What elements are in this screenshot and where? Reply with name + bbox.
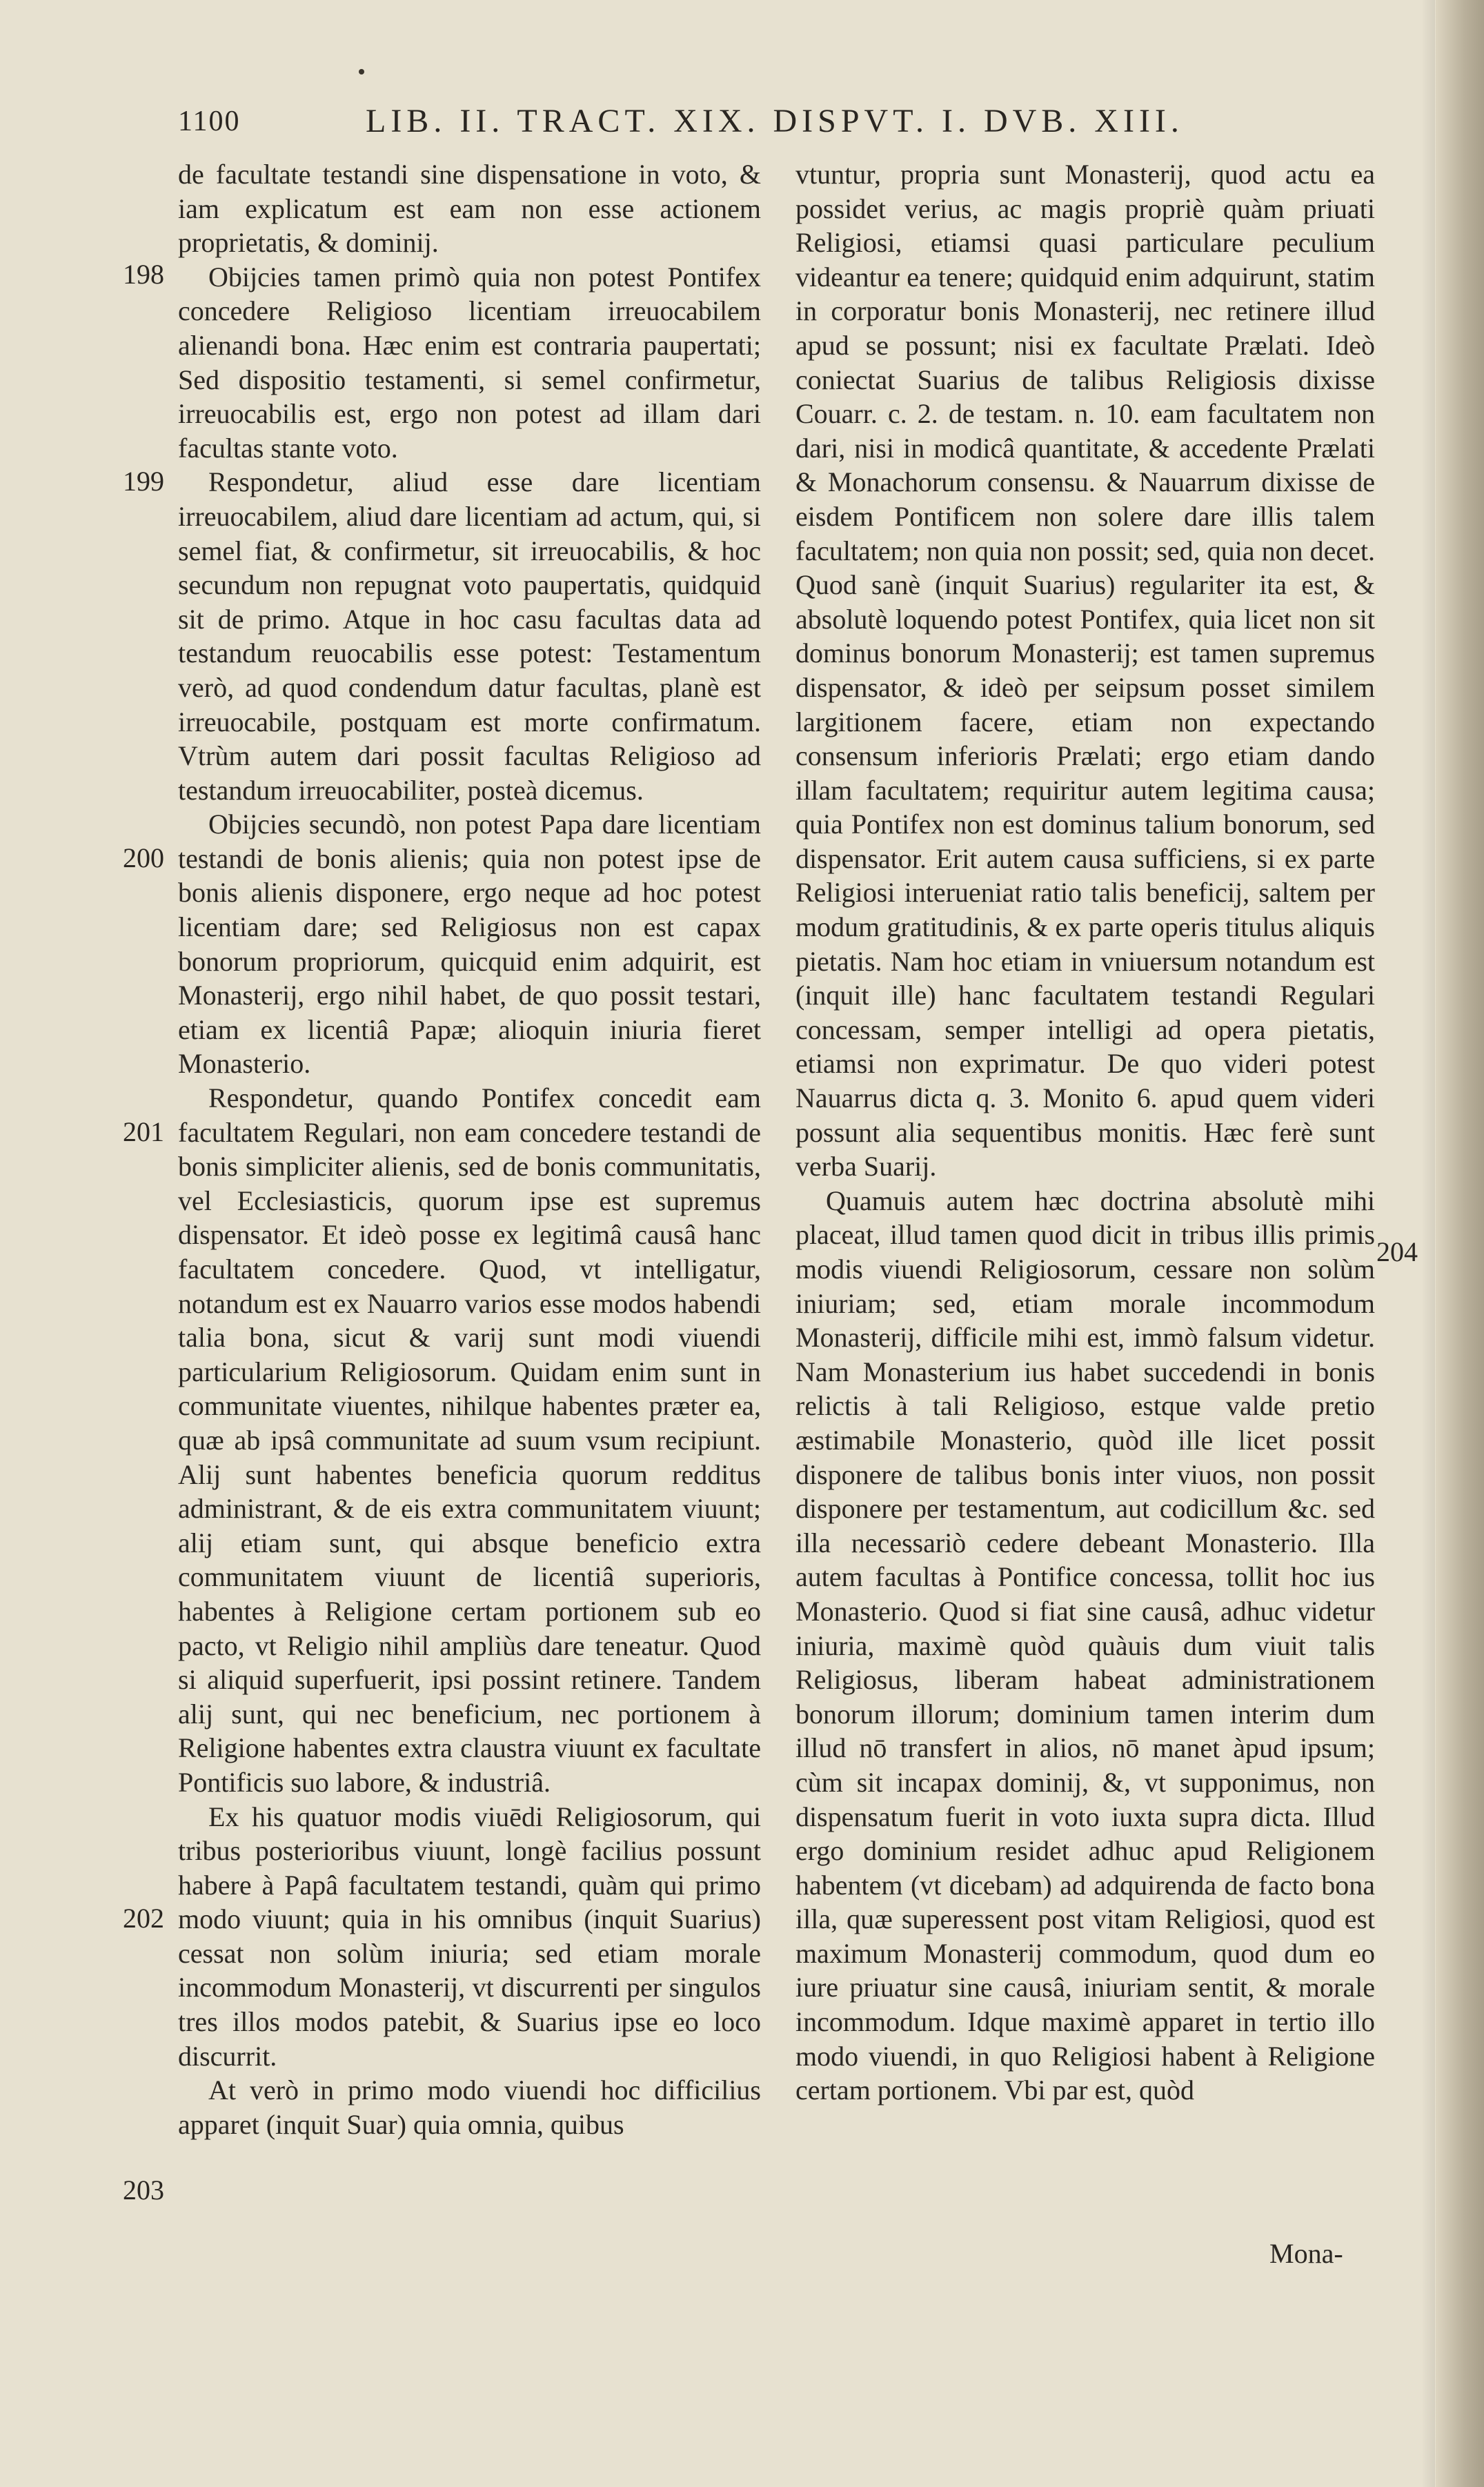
paragraph: Obijcies tamen primò quia non potest Pontifex concedere Religioso licentiam irreuocabilem alienandi bona. Hæc enim est contraria paupertati; Sed dispositio testamenti, si semel confirmetur, irreuocabilis est, ergo non potest ad illam dari facultas stante voto.	[178, 261, 761, 464]
paragraph: Ex his quatuor modis viuēdi Religiosorum, qui tribus posterioribus viuunt, longè facilius possunt habere à Papâ facultatem testandi, quàm qui primo modo viuunt; quia in his omnibus (inquit Suarius) cessat non solùm iniuria; sed etiam morale incommodum Monasterij, vt discurrenti per singulos tres illos modos patebit, & Suarius ipse eo loco discurrit.	[178, 1801, 761, 2072]
margin-number-204: 204	[1376, 1236, 1418, 1267]
paragraph: vtuntur, propria sunt Monasterij, quod actu ea possidet verius, ac magis propriè quàm priuati Religiosi, etiamsi quasi particulare peculium videantur ea tenere; quidquid enim adquirunt, statim in corporatur bonis Monasterij, nec retinere illud apud se possunt; nisi ex facultate Prælati. Ideò coniectat Suarius de talibus Religiosis dixisse Couarr. c. 2. de testam. n. 10. eam facultatem non dari, nisi in modicâ quantitate, & accedente Prælati & Monachorum consensu. & Nauarrum dixisse de eisdem Pontificem non solere dare illis talem facultatem; non quia non possit; sed, quia non decet. Quod sanè (inquit Suarius) regulariter ita est, & absolutè loquendo potest Pontifex, quia licet non sit dominus bonorum Monasterij; est tamen supremus dispensator, & ideò per seipsum posset similem largitionem facere, etiam non expectando consensum inferioris Prælati; ergo etiam dando illam facultatem; requiritur autem legitima causa; quia Pontifex non est dominus talium bonorum, sed dispensator. Erit autem causa sufficiens, si ex parte Religiosi interueniat ratio talis beneficij, saltem per modum gratitudinis, & ex parte operis titulus aliquis pietatis. Nam hoc etiam in vniuersum notandum est (inquit ille) hanc facultatem testandi Regulari concessam, semper intelligi ad opera pietatis, etiamsi non exprimatur. De quo videri potest Nauarrus dicta q. 3. Monito 6. apud quem videri possunt alia sequentibus monitis. Hæc ferè sunt verba Suarij.	[795, 159, 1375, 1182]
margin-number-203: 203	[123, 2174, 164, 2206]
margin-number-198: 198	[123, 259, 164, 290]
right-column	[795, 157, 1375, 2108]
book-gutter	[1436, 0, 1484, 2487]
paragraph: Respondetur, aliud esse dare licentiam irreuocabilem, aliud dare licentiam ad actum, qui, si semel fiat, & confirmetur, sit irreuocabilis, & hoc secundum non repugnat voto paupertatis, quidquid sit de primo. Atque in hoc casu facultas data ad testandum reuocabilis esse potest: Testamentum verò, ad quod condendum datur facultas, planè est irreuocabile, postquam est morte confirmatum. Vtrùm autem dari possit facultas Religioso ad testandum irreuocabiliter, posteà dicemus.	[178, 466, 761, 806]
paragraph: Obijcies secundò, non potest Papa dare licentiam testandi de bonis alienis; quia non potest ipse de bonis alienis disponere, ergo neque ad hoc potest licentiam dare; sed Religiosus non est capax bonorum propriorum, quicquid enim adquirit, est Monasterij, ergo nihil habet, de quo possit testari, etiam ex licentiâ Papæ; alioquin iniuria fieret Monasterio.	[178, 809, 761, 1080]
margin-number-199: 199	[123, 466, 164, 497]
folio-number: 1100	[178, 106, 241, 137]
paragraph: At verò in primo modo viuendi hoc difficilius apparet (inquit Suar) quia omnia, quibus	[178, 2074, 761, 2140]
margin-number-200: 200	[123, 842, 164, 873]
margin-number-202: 202	[123, 1903, 164, 1934]
margin-number-201: 201	[123, 1116, 164, 1147]
page-header	[172, 102, 1387, 143]
page-edge-shadow	[1421, 0, 1435, 2487]
paragraph: Respondetur, quando Pontifex concedit eam facultatem Regulari, non eam concedere testandi de bonis simpliciter alienis, sed de bonis communitatis, vel Ecclesiasticis, quorum ipse est supremus dispensator. Et ideò posse ex legitimâ causâ hanc facultatem concedere. Quod, vt intelligatur, notandum est ex Nauarro varios esse modos habendi talia bona, sicut & varij sunt modi viuendi particularium Religiosorum. Quidam enim sunt in communitate viuentes, nihilque habentes præter ea, quæ ab ipsâ communitate ad suum vsum recipiunt. Alij sunt habentes beneficia quorum redditus administrant, & de eis extra communitatem viuunt; alij etiam sunt, qui absque beneficio extra communitatem viuunt de licentiâ superioris, habentes à Religione certam portionem sub eo pacto, vt Religio nihil ampliùs dare teneatur. Quod si aliquid superfuerit, ipsi possint retinere. Tandem alij sunt, qui nec beneficium, nec portionem à Religione habentes extra claustra viuunt ex facultate Pontificis suo labore, & industriâ.	[178, 1082, 761, 1798]
printer-mark	[359, 69, 364, 75]
left-column	[178, 157, 761, 2141]
running-head: LIB. II. TRACT. XIX. DISPVT. I. DVB. XIII.	[366, 103, 1184, 139]
paragraph: de facultate testandi sine dispensatione in voto, & iam explicatum est eam non esse actionem proprietatis, & dominij.	[178, 159, 761, 259]
paragraph: Quamuis autem hæc doctrina absolutè mihi placeat, illud tamen quod dicit in tribus illis primis modis viuendi Religiosorum, cessare non solùm iniuriam; sed, etiam morale incommodum Monasterij, difficile mihi est, immò falsum videtur. Nam Monasterium ius habet succedendi in bonis relictis à tali Religioso, estque valde pretio æstimabile Monasterio, quòd ille licet possit disponere de talibus bonis inter viuos, non possit disponere per testamentum, aut codicillum &c. sed illa necessariò cedere debeant Monasterio. Illa autem facultas à Pontifice concessa, tollit hoc ius Monasterio. Quod si fiat sine causâ, adhuc videtur iniuria, maximè quòd quàuis dum viuit talis Religiosus, liberam habeat administrationem bonorum illorum; dominium tamen interim dum illud nō transfert in alios, nō manet àpud ipsum; cùm sit incapax dominij, &, vt supponimus, non dispensatum fuerit in voto iuxta supra dicta. Illud ergo dominium residet adhuc apud Religionem habentem (vt dicebam) ad adquirenda de facto bona illa, quæ superessent post vitam Religiosi, quod est maximum Monasterij commodum, quod dum eo iure priuatur sine causâ, iniuriam sentit, & morale incommodum. Idque maximè apparet in tertio illo modo viuendi, in quo Religiosi habent à Religione certam portionem. Vbi par est, quòd	[795, 1185, 1375, 2106]
catchword: Mona-	[1269, 2238, 1343, 2269]
